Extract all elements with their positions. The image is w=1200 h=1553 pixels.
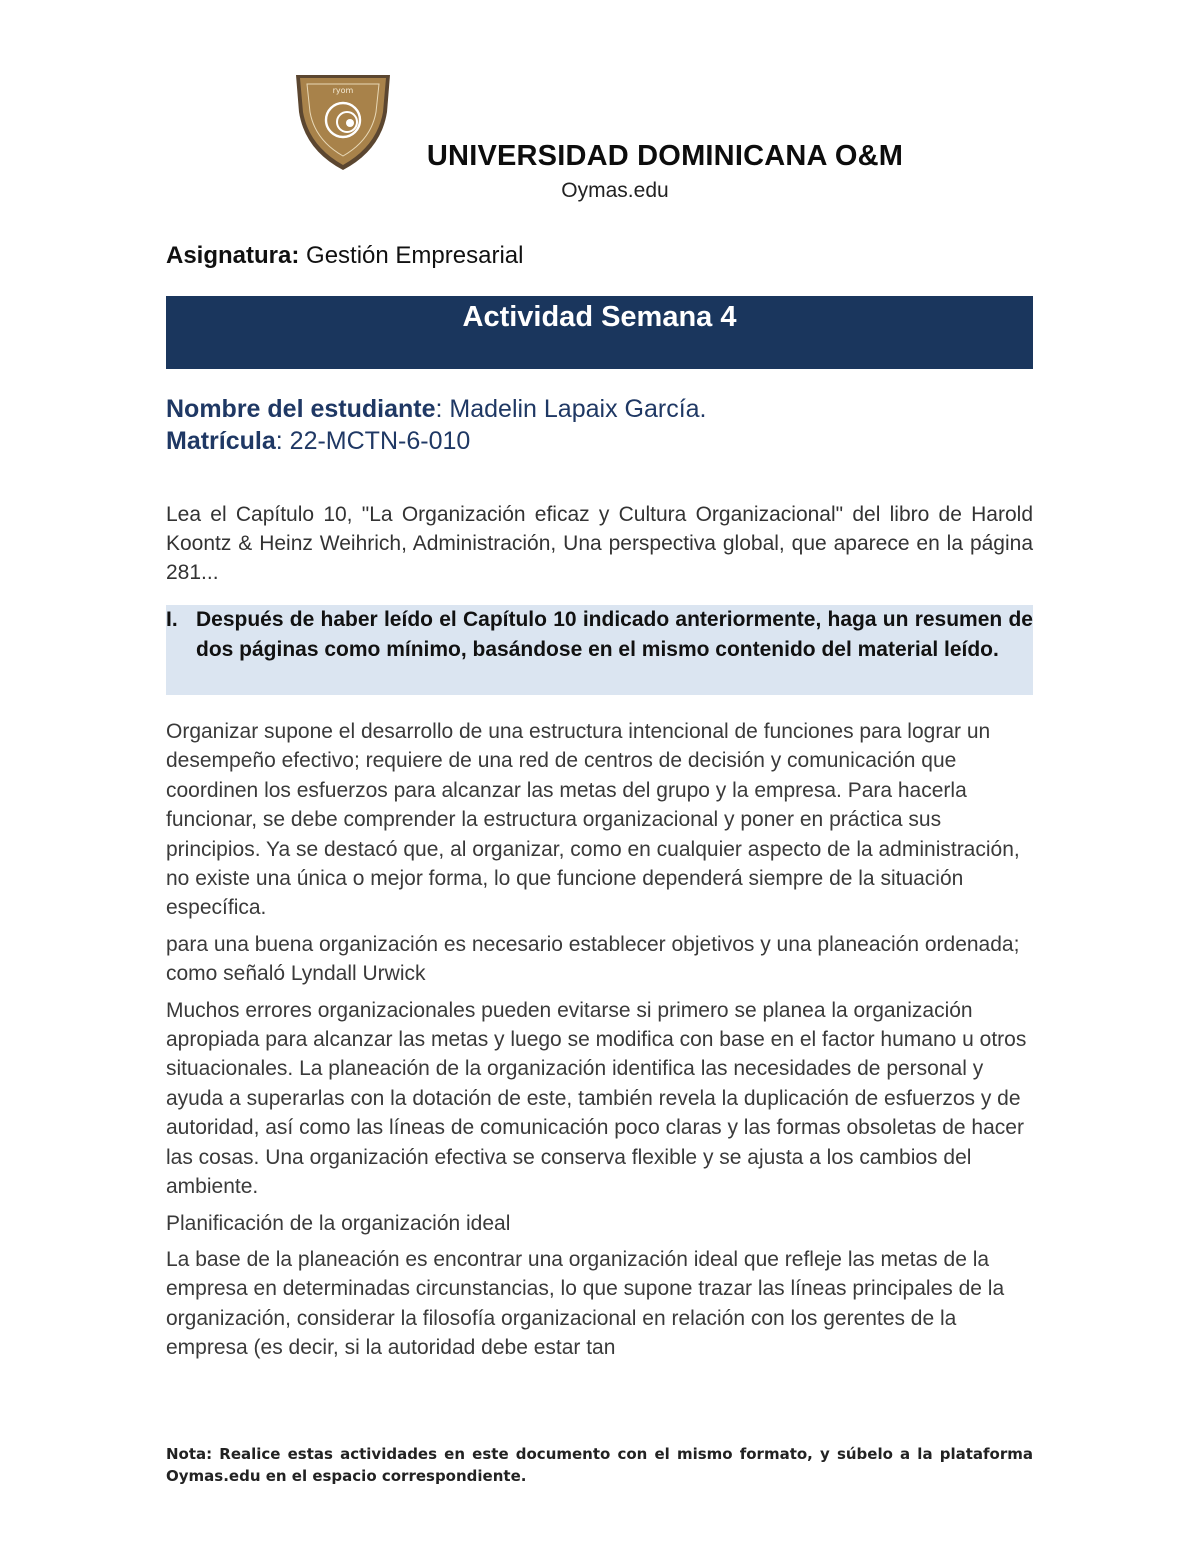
activity-banner xyxy=(166,296,1033,369)
answer-paragraph: para una buena organización es necesario establecer objetivos y una planeación ordenada; como señaló Lyndall Urwick xyxy=(166,932,1020,986)
question-block xyxy=(166,605,1033,695)
subject-label: Asignatura: xyxy=(166,242,300,269)
student-info xyxy=(166,393,707,457)
footer-note: Nota: Realice estas actividades en este documento con el mismo formato, y súbelo a la plataforma Oymas.edu en el espacio correspondiente. xyxy=(166,1445,1033,1485)
answer-subheading: Planificación de la organización ideal xyxy=(166,1211,511,1235)
subject-line xyxy=(166,242,523,270)
university-site: Oymas.edu xyxy=(561,179,669,202)
answer-body xyxy=(166,717,1036,1370)
question-text: Después de haber leído el Capítulo 10 indicado anteriormente, haga un resumen de dos páginas como mínimo, basándose en el mismo contenido del material leído. xyxy=(196,608,1033,661)
question-number: I. xyxy=(166,608,178,631)
student-id-line: Matrícula: 22-MCTN-6-010 xyxy=(166,427,471,455)
student-name-label: Nombre del estudiante xyxy=(166,395,436,423)
student-id-value: 22-MCTN-6-010 xyxy=(289,427,471,455)
answer-paragraph: Organizar supone el desarrollo de una estructura intencional de funciones para lograr un desempeño efectivo; requiere de una red de centros de decisión y comunicación que coordinen los esfuerzos para alcanzar las metas del grupo y la empresa. Para hacerla funcionar, se debe comprender la estructura organizacional y poner en práctica sus principios. Ya se destacó que, al organizar, como en cualquier aspecto de la administración, no existe una única o mejor forma, lo que funcione dependerá siempre de la situación específica. xyxy=(166,720,1020,920)
student-name-line: Nombre del estudiante: Madelin Lapaix García. xyxy=(166,395,707,423)
instructions-intro: Lea el Capítulo 10, "La Organización eficaz y Cultura Organizacional" del libro de Harold Koontz & Heinz Weihrich, Administración, Una perspectiva global, que aparece en la página 281... xyxy=(166,503,1033,584)
answer-paragraph: Muchos errores organizacionales pueden evitarse si primero se planea la organización apropiada para alcanzar las metas y luego se modifica con base en el factor humano u otros situacionales. La planeación de la organización identifica las necesidades de personal y ayuda a superarlas con la dotación de este, también revela la duplicación de esfuerzos y de autoridad, así como las líneas de comunicación poco claras y las formas obsoletas de hacer las cosas. Una organización efectiva se conserva flexible y se ajusta a los cambios del ambiente. xyxy=(166,998,1027,1199)
student-name-value: Madelin Lapaix García. xyxy=(449,395,707,423)
subject-value: Gestión Empresarial xyxy=(306,242,524,269)
crest-lettering: ryom xyxy=(332,86,354,95)
activity-title: Actividad Semana 4 xyxy=(462,301,737,333)
answer-paragraph: La base de la planeación es encontrar una organización ideal que refleje las metas de la empresa en determinadas circunstancias, lo que supone trazar las líneas principales de la organización, considerar la filosofía organizacional en relación con los gerentes de la empresa (es decir, si la autoridad debe estar tan xyxy=(166,1247,1005,1360)
university-name: UNIVERSIDAD DOMINICANA O&M xyxy=(426,140,904,172)
student-id-label: Matrícula xyxy=(166,427,276,455)
